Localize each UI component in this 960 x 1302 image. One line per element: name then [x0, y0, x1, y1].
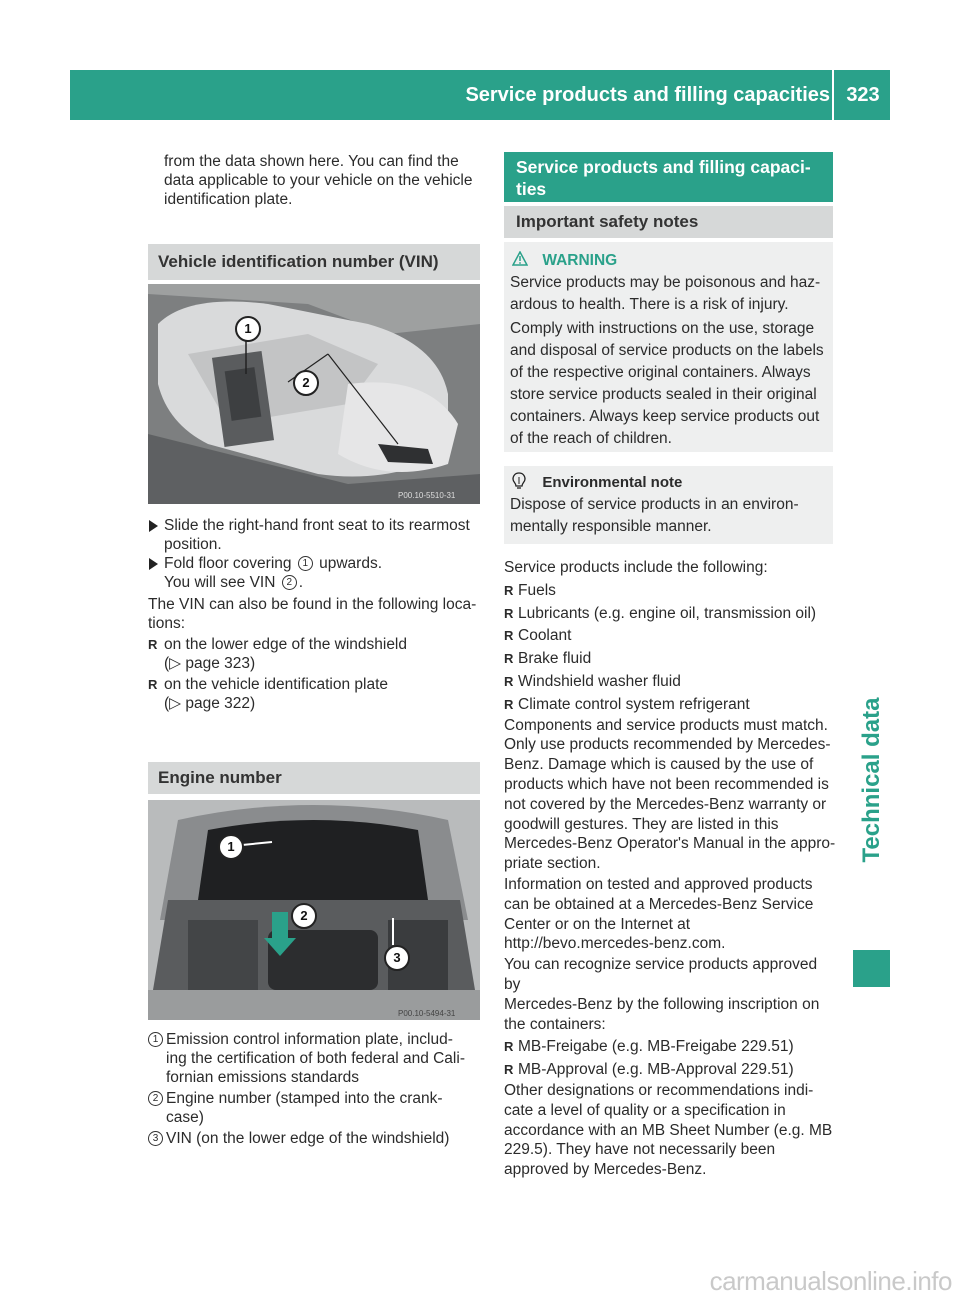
- legend-number: 2: [148, 1091, 163, 1106]
- page-reference-link[interactable]: (▷ page 322): [164, 695, 256, 712]
- product-list-item: [504, 604, 836, 624]
- warning-text: and disposal of service products on the labels: [510, 342, 824, 359]
- engine-callout-1: 1: [218, 834, 244, 860]
- environment-note-box: [504, 466, 833, 544]
- vin-location-item: [148, 635, 484, 673]
- include-intro: Service products include the following:: [504, 559, 768, 576]
- text-line: Mercedes-Benz by the following inscription on: [504, 995, 820, 1013]
- text-line: products which have not been recommended is: [504, 775, 829, 793]
- legend-text: Engine number (stamped into the crank-: [166, 1090, 443, 1107]
- legend-number: 3: [148, 1131, 163, 1146]
- page-number: 323: [846, 84, 880, 106]
- bullet-icon: R: [504, 1062, 514, 1078]
- bullet-icon: R: [504, 1039, 514, 1055]
- safety-heading: Important safety notes: [504, 206, 833, 238]
- text-line: Only use products recommended by Mercedes-: [504, 736, 831, 754]
- engine-photo: [148, 800, 480, 1020]
- vin-callout-1: 1: [235, 316, 261, 342]
- step-text: position.: [164, 536, 222, 553]
- vin-callout-2: 2: [293, 370, 319, 396]
- text-line: Benz. Damage which is caused by the use of: [504, 756, 814, 774]
- intro-line: data applicable to your vehicle on the vehicle: [164, 172, 473, 189]
- product-name: Fuels: [518, 581, 556, 599]
- section-heading-line: Service products and filling capaci-: [516, 157, 811, 177]
- product-name: Coolant: [518, 627, 572, 645]
- text-line: Center or on the Internet at: [504, 915, 691, 933]
- text-line: Other designations or recommendations indi-: [504, 1081, 814, 1099]
- step-text: Fold floor covering: [164, 555, 296, 572]
- step-text: You will see VIN: [164, 574, 280, 591]
- engine-callout-2: 2: [291, 903, 317, 929]
- product-name: Climate control system refrigerant: [518, 695, 750, 713]
- bullet-icon: R: [504, 628, 514, 644]
- engine-heading: Engine number: [148, 762, 480, 794]
- environment-note-text: mentally responsible manner.: [510, 518, 712, 535]
- step-text: Slide the right-hand front seat to its rearmost: [164, 517, 470, 534]
- warning-text: of the respective original containers. Always: [510, 364, 811, 381]
- product-list-item: [504, 649, 836, 669]
- engine-legend: [148, 1030, 484, 1148]
- text-line: Components and service products must match.: [504, 716, 828, 734]
- text-line: tions:: [148, 615, 186, 632]
- product-list-item: [504, 672, 836, 692]
- warning-box: [504, 242, 833, 452]
- warning-triangle-icon: [512, 251, 528, 267]
- approval-text: MB-Freigabe (e.g. MB-Freigabe 229.51): [518, 1038, 794, 1056]
- text-line: goodwill gestures. They are listed in this: [504, 815, 779, 833]
- product-name: Lubricants (e.g. engine oil, transmission oil): [518, 604, 817, 622]
- service-products-body: [504, 558, 836, 1180]
- vin-photo: [148, 284, 480, 504]
- intro-line: from the data shown here. You can find the: [164, 153, 459, 170]
- callout-ref-1: 1: [298, 556, 313, 571]
- environment-note-label: Environmental note: [542, 474, 683, 491]
- step-arrow-icon: [149, 520, 158, 532]
- product-list-item: [504, 581, 836, 601]
- step-arrow-icon: [149, 558, 158, 570]
- text-line: priate section.: [504, 855, 601, 873]
- product-list-item: [504, 695, 836, 715]
- intro-text: [164, 152, 484, 209]
- legend-text: Emission control information plate, includ-: [166, 1031, 453, 1048]
- product-name: Windshield washer fluid: [518, 672, 681, 690]
- step-text: upwards.: [314, 555, 383, 572]
- legend-item: [148, 1030, 484, 1087]
- approval-text: MB-Approval (e.g. MB-Approval 229.51): [518, 1061, 794, 1079]
- paragraph-other: [504, 1081, 836, 1180]
- legend-number: 1: [148, 1032, 163, 1047]
- text-line: accordance with an MB Sheet Number (e.g. MB: [504, 1121, 833, 1139]
- bullet-icon: R: [504, 696, 514, 712]
- bullet-icon: R: [148, 637, 158, 652]
- approval-list-item: [504, 1060, 836, 1080]
- warning-instructions: [510, 318, 825, 450]
- vin-step: [148, 516, 484, 554]
- location-text: on the lower edge of the windshield: [164, 636, 407, 653]
- section-heading-line: ties: [516, 179, 547, 199]
- side-tab-label: Technical data: [858, 697, 885, 863]
- warning-text: ardous to health. There is a risk of injury.: [510, 296, 789, 313]
- vin-step: [148, 554, 484, 592]
- text-line: approved by Mercedes-Benz.: [504, 1161, 707, 1179]
- approval-list-item: [504, 1037, 836, 1057]
- legend-item: [148, 1089, 484, 1127]
- text-line: 229.5). They have not necessarily been: [504, 1141, 776, 1159]
- intro-line: identification plate.: [164, 191, 293, 208]
- callout-ref-2: 2: [282, 575, 297, 590]
- legend-text: ing the certification of both federal and Cali-: [166, 1050, 465, 1067]
- vin-location-item: [148, 675, 484, 713]
- paragraph-information: [504, 875, 836, 954]
- text-line: You can recognize service products approved by: [504, 956, 818, 993]
- warning-label: WARNING: [542, 252, 618, 269]
- vin-photo-code: P00.10-5510-31: [398, 491, 456, 500]
- page-header-title: Service products and filling capacities: [465, 84, 830, 106]
- text-line: can be obtained at a Mercedes-Benz Service: [504, 895, 814, 913]
- vin-photo-illustration: [148, 284, 480, 504]
- warning-text: Service products may be poisonous and haz-: [510, 274, 821, 291]
- text-line: cate a level of quality or a specification in: [504, 1101, 786, 1119]
- section-heading: [504, 152, 833, 202]
- lightbulb-icon: [512, 472, 526, 490]
- website-link[interactable]: http://bevo.mercedes-benz.com.: [504, 935, 726, 953]
- warning-text: containers. Always keep service products out: [510, 408, 820, 425]
- text-line: Information on tested and approved products: [504, 875, 813, 893]
- location-text: on the vehicle identification plate: [164, 676, 389, 693]
- warning-text: of the reach of children.: [510, 430, 672, 447]
- legend-text: VIN (on the lower edge of the windshield): [166, 1130, 450, 1147]
- product-name: Brake fluid: [518, 650, 592, 668]
- warning-text: store service products sealed in their original: [510, 386, 817, 403]
- side-tab-marker: [853, 950, 890, 987]
- step-text: .: [298, 574, 304, 591]
- footer-watermark: carmanualsonline.info: [709, 1266, 952, 1296]
- warning-text: Comply with instructions on the use, storage: [510, 320, 815, 337]
- vin-heading: Vehicle identification number (VIN): [148, 244, 480, 280]
- paragraph-components: [504, 716, 836, 874]
- product-list-item: [504, 626, 836, 646]
- bullet-icon: R: [504, 605, 514, 621]
- engine-callout-3: 3: [384, 945, 410, 971]
- bullet-icon: R: [148, 677, 158, 692]
- bullet-icon: R: [504, 673, 514, 689]
- text-line: the containers:: [504, 1015, 606, 1033]
- vin-found-text: [148, 595, 484, 633]
- legend-text: fornian emissions standards: [166, 1069, 359, 1086]
- legend-item: [148, 1129, 484, 1148]
- page-reference-link[interactable]: (▷ page 323): [164, 655, 256, 672]
- bullet-icon: R: [504, 582, 514, 598]
- text-line: The VIN can also be found in the following loca-: [148, 596, 477, 613]
- legend-text: case): [166, 1109, 204, 1126]
- text-line: Mercedes-Benz Operator's Manual in the appro-: [504, 835, 836, 853]
- side-tab: [853, 620, 890, 940]
- environment-note-text: Dispose of service products in an environ-: [510, 496, 799, 513]
- header-divider: [832, 70, 834, 120]
- vin-steps: [148, 516, 484, 713]
- text-line: not covered by the Mercedes-Benz warranty or: [504, 795, 827, 813]
- bullet-icon: R: [504, 651, 514, 667]
- paragraph-recognize: [504, 955, 836, 1034]
- engine-photo-code: P00.10-5494-31: [398, 1009, 456, 1018]
